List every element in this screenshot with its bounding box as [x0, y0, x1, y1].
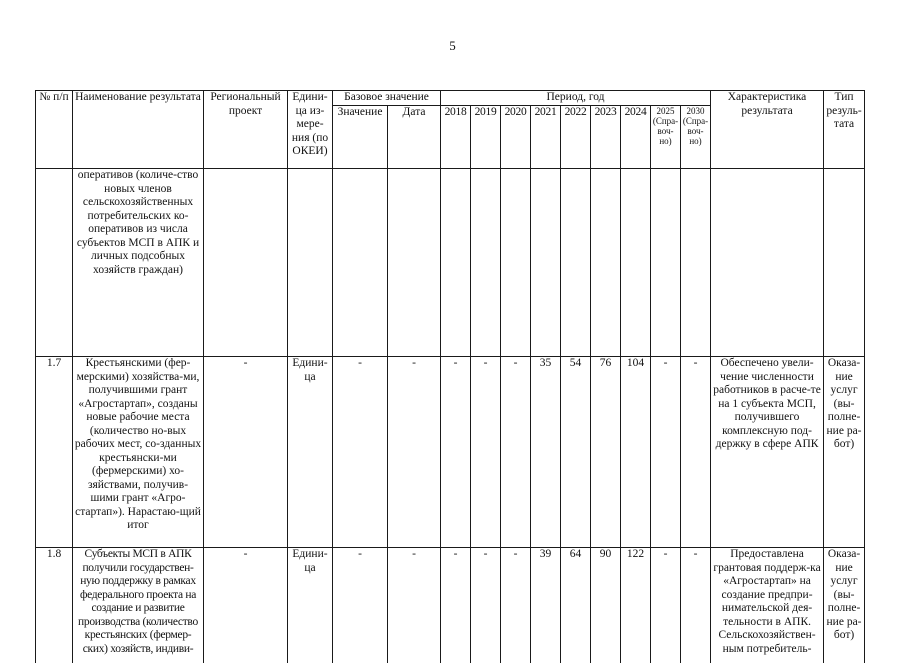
- cell-regional: -: [204, 357, 288, 548]
- cell-year-2025: -: [651, 548, 681, 663]
- cell-year: -: [441, 357, 471, 548]
- header-year: 2024: [621, 106, 651, 169]
- header-num: № п/п: [36, 91, 73, 169]
- cell-base-value: -: [333, 548, 388, 663]
- header-year-2025: 2025 (Спра-воч-но): [651, 106, 681, 169]
- results-table: [35, 90, 865, 663]
- header-base-date: Дата: [388, 106, 441, 169]
- cell-type: Оказа-ние услуг (вы-полне-ние ра-бот): [824, 357, 865, 548]
- header-year: 2022: [561, 106, 591, 169]
- cell-year: 54: [561, 357, 591, 548]
- header-regional: Региональный проект: [204, 91, 288, 169]
- cell-year: -: [501, 548, 531, 663]
- cell-year: -: [501, 357, 531, 548]
- header-year: 2019: [471, 106, 501, 169]
- header-year: 2023: [591, 106, 621, 169]
- cell-year: -: [471, 548, 501, 663]
- cell-base-value: -: [333, 357, 388, 548]
- header-name: Наименование результата: [73, 91, 204, 169]
- header-period: Период, год: [441, 91, 711, 106]
- cell-year: 76: [591, 357, 621, 548]
- cell-characteristic: [711, 169, 824, 357]
- cell-year: [471, 169, 501, 357]
- cell-year: 35: [531, 357, 561, 548]
- cell-year-2030: -: [681, 357, 711, 548]
- header-year: 2021: [531, 106, 561, 169]
- cell-characteristic: Предоставлена грантовая поддерж-ка «Агростартап» на создание предпри-нимательской дея-тельности в АПК. Сельскохозяйствен-ным потребитель-: [711, 548, 824, 663]
- header-unit: Едини-ца из-мере-ния (по ОКЕИ): [288, 91, 333, 169]
- cell-num: [36, 169, 73, 357]
- cell-unit: Едини-ца: [288, 357, 333, 548]
- cell-year: [501, 169, 531, 357]
- header-year: 2018: [441, 106, 471, 169]
- cell-year-2030: [681, 169, 711, 357]
- cell-year: 90: [591, 548, 621, 663]
- cell-base-date: -: [388, 357, 441, 548]
- cell-regional: -: [204, 548, 288, 663]
- cell-year: [441, 169, 471, 357]
- header-characteristic: Характеристика результата: [711, 91, 824, 169]
- page-number: 5: [0, 38, 905, 54]
- cell-year-2030: -: [681, 548, 711, 663]
- cell-year-2025: -: [651, 357, 681, 548]
- header-year-2030: 2030 (Спра-воч-но): [681, 106, 711, 169]
- cell-name: Субъекты МСП в АПК получили государствен-ную поддержку в рамках федерального проекта на создание и развитие производства (количество крестьянских (фермер-ских) хозяйств, индиви-: [73, 548, 204, 663]
- cell-base-date: -: [388, 548, 441, 663]
- cell-year: [621, 169, 651, 357]
- cell-unit: [288, 169, 333, 357]
- cell-base-date: [388, 169, 441, 357]
- cell-year-2025: [651, 169, 681, 357]
- cell-name: Крестьянскими (фер-мерскими) хозяйства-ми, получившими грант «Агростартап», созданы новые рабочие места (количество но-вых рабочих мест, со-зданных крестьянски-ми (фермерскими) хо-зяйствами, получив-шими грант «Агро-стартап»). Нарастаю-щий итог: [73, 357, 204, 548]
- cell-year: -: [441, 548, 471, 663]
- cell-year: [561, 169, 591, 357]
- cell-year: 64: [561, 548, 591, 663]
- cell-year: [591, 169, 621, 357]
- table-row: [36, 548, 865, 663]
- cell-year: -: [471, 357, 501, 548]
- cell-year: 39: [531, 548, 561, 663]
- header-type: Тип резуль-тата: [824, 91, 865, 169]
- cell-year: [531, 169, 561, 357]
- header-year: 2020: [501, 106, 531, 169]
- cell-num: 1.7: [36, 357, 73, 548]
- table-row: [36, 357, 865, 548]
- cell-unit: Едини-ца: [288, 548, 333, 663]
- header-base-value: Значение: [333, 106, 388, 169]
- cell-type: Оказа-ние услуг (вы-полне-ние ра-бот): [824, 548, 865, 663]
- cell-name: оперативов (количе-ство новых членов сельскохозяйственных потребительских ко-оперативов из числа субъектов МСП в АПК и личных подсобных хозяйств граждан): [73, 169, 204, 357]
- cell-characteristic: Обеспечено увели-чение численности работников в расче-те на 1 субъекта МСП, получившего комплексную под-держку в сфере АПК: [711, 357, 824, 548]
- cell-type: [824, 169, 865, 357]
- cell-regional: [204, 169, 288, 357]
- header-base: Базовое значение: [333, 91, 441, 106]
- table-row: [36, 169, 865, 357]
- cell-year: 122: [621, 548, 651, 663]
- cell-base-value: [333, 169, 388, 357]
- cell-num: 1.8: [36, 548, 73, 663]
- cell-year: 104: [621, 357, 651, 548]
